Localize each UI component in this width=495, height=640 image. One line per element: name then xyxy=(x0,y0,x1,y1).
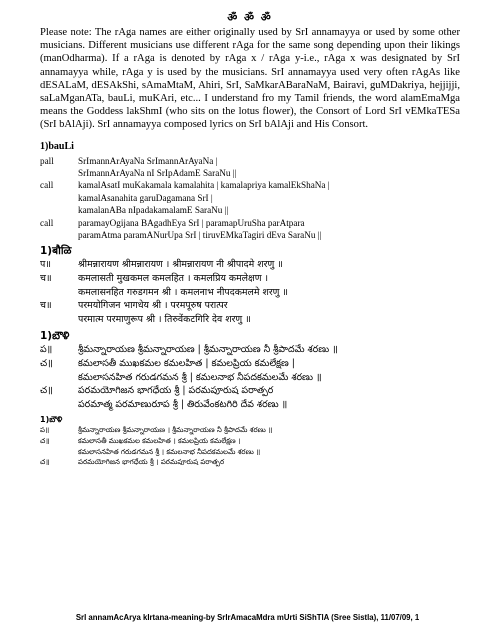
verse-line: परमात्म परमाणुरूप श्री । तिरुवेंकटगिरि देव शरणु ॥ xyxy=(78,313,251,325)
verse-label: call xyxy=(40,217,54,228)
roman-raga-title: 1)bauLi xyxy=(40,140,74,152)
verse-lines xyxy=(78,179,460,216)
telugu-verse-list xyxy=(40,343,460,411)
verse-label: च॥ xyxy=(40,273,52,285)
verse-line: కమలాసతీ ముఖకమల కమలహిత । కమలప్రియ కమలేక్షణ । xyxy=(78,437,241,445)
verse-row xyxy=(40,179,460,216)
verse-row xyxy=(40,357,460,384)
verse-lines xyxy=(78,457,460,468)
verse-label: చ॥ xyxy=(40,458,50,467)
verse-label: చ॥ xyxy=(40,385,53,397)
verse-label: च॥ xyxy=(40,300,52,312)
telugu-small-raga-title: 1)బౌళి xyxy=(40,415,63,425)
verse-row xyxy=(40,299,460,326)
verse-lines xyxy=(78,384,460,411)
roman-verse-list xyxy=(40,155,460,242)
verse-lines xyxy=(78,343,460,357)
verse-label: call xyxy=(40,180,54,191)
telugu-lyrics-section xyxy=(40,329,460,411)
verse-lines xyxy=(78,272,460,299)
verse-row xyxy=(40,384,460,411)
verse-line: paramayOgijana BAgadhEya SrI | paramapUruSha parAtpara xyxy=(78,217,305,228)
verse-line: SrImannArAyaNa nI SrIpAdamE SaraNu || xyxy=(78,168,237,179)
verse-line: kamalanABa nIpadakamalamE SaraNu || xyxy=(78,205,229,216)
verse-label: చ॥ xyxy=(40,358,53,370)
verse-lines xyxy=(78,425,460,436)
verse-line: परमयोगिजन भागधेय श्री । परमपूरुष परात्पर xyxy=(78,300,228,312)
roman-lyrics-section xyxy=(40,141,460,242)
verse-label: చ॥ xyxy=(40,437,50,445)
verse-label: pall xyxy=(40,155,54,166)
telugu-raga-title: 1)బౌళి xyxy=(40,330,70,343)
verse-lines xyxy=(78,299,460,326)
verse-line: పరమాత్మ పరమాణురూప శ్రీ | తిరువేంకటగిరి దేవ శరణు ॥ xyxy=(78,398,288,410)
page-footer: SrI annamAcArya kIrtana-meaning-by SrIrAmacaMdra mUrti SiShTlA (Sree Sistla), 11/07/09, 1 xyxy=(75,613,420,622)
devanagari-verse-list xyxy=(40,258,460,326)
verse-line: कमलासती मुखकमल कमलहित । कमलप्रिय कमलेक्षण । xyxy=(78,273,269,285)
verse-line: పరమయోగిజన భాగధేయ శ్రీ । పరమపూరుష పరాత్పర xyxy=(78,458,225,467)
verse-row xyxy=(40,272,460,299)
verse-lines xyxy=(78,436,460,457)
verse-label: प॥ xyxy=(40,259,51,271)
verse-label: ప॥ xyxy=(40,344,53,356)
raga-note-paragraph: Please note: The rAga names are either originally used by SrI annamayya or used by some other musicians. Different musicians use different rAga for the same song depending upon their likings (manOdharma). If a rAga is denoted by rAga x / rAga y-i.e., rAga x was designated by SrI annamayya while, rAga y is used by the musicians. SrI annamayya used very often rAgAs like dESALaM, dESAkShi, sAmaMtaM, Ahiri, SrI, SaMkarABaraNaM, Bairavi, guMDakriya, hejjijji, saLaMganATa, bauLi, muKAri, etc... I understand fro my Tamil friends, the word alamEmaMga means the Goddess lakShmI (who sits on the lotus flower), the Consort of Lord SrI vEMkaTESa (SrI bAlAji). SrI annamayya composed lyrics on SrI bAlAji and His Consort. xyxy=(40,27,460,131)
verse-row xyxy=(40,457,460,468)
verse-line: kamalAsanahita garuDagamana SrI | xyxy=(78,192,213,203)
verse-line: శ్రీమన్నారాయణ శ్రీమన్నారాయణ । శ్రీమన్నారాయణ నీ శ్రీపాదమే శరణు ॥ xyxy=(78,426,273,435)
verse-lines xyxy=(78,357,460,384)
document-page xyxy=(40,10,460,468)
devanagari-lyrics-section xyxy=(40,244,460,326)
verse-row xyxy=(40,258,460,272)
verse-row xyxy=(40,155,460,180)
verse-line: SrImannArAyaNa SrImannArAyaNa | xyxy=(78,155,218,166)
verse-lines xyxy=(78,217,460,242)
verse-line: కమలాసనహిత గరుడగమన శ్రీ । కమలనాభ నీపదకమలమే శరణు ॥ xyxy=(78,447,261,456)
verse-row xyxy=(40,436,460,457)
om-ornament: ॐ ॐ ॐ xyxy=(227,12,273,24)
verse-line: श्रीमन्नारायण श्रीमन्नारायण । श्रीमन्नारायण नी श्रीपादमे शरणु ॥ xyxy=(78,259,283,271)
verse-line: శ్రీమన్నారాయణ శ్రీమన్నారాయణ | శ్రీమన్నారాయణ నీ శ్రీపాదమే శరణు ॥ xyxy=(78,344,338,356)
verse-line: paramAtma paramANurUpa SrI | tiruvEMkaTagiri dEva SaraNu || xyxy=(78,230,322,241)
verse-row xyxy=(40,425,460,436)
verse-row xyxy=(40,217,460,242)
verse-row xyxy=(40,343,460,357)
verse-line: कमलासनहित गरुडगमन श्री । कमलनाभ नीपदकमलमे शरणु ॥ xyxy=(78,286,289,298)
telugu-small-lyrics-section xyxy=(40,414,460,467)
telugu-small-verse-list xyxy=(40,425,460,467)
devanagari-raga-title: 1)बौळि xyxy=(40,245,72,258)
verse-line: పరమయోగిజన భాగధేయ శ్రీ | పరమపూరుష పరాత్పర xyxy=(78,385,274,397)
verse-lines xyxy=(78,258,460,272)
verse-line: కమలాసతీ ముఖకమల కమలహిత | కమలప్రియ కమలేక్షణ | xyxy=(78,358,295,370)
verse-label: ప॥ xyxy=(40,426,50,435)
verse-line: kamalAsatI muKakamala kamalahita | kamalapriya kamalEkShaNa | xyxy=(78,180,330,191)
verse-line: కమలాసనహిత గరుడగమన శ్రీ | కమలనాభ నీపదకమలమే శరణు ॥ xyxy=(78,371,322,383)
verse-lines xyxy=(78,155,460,180)
